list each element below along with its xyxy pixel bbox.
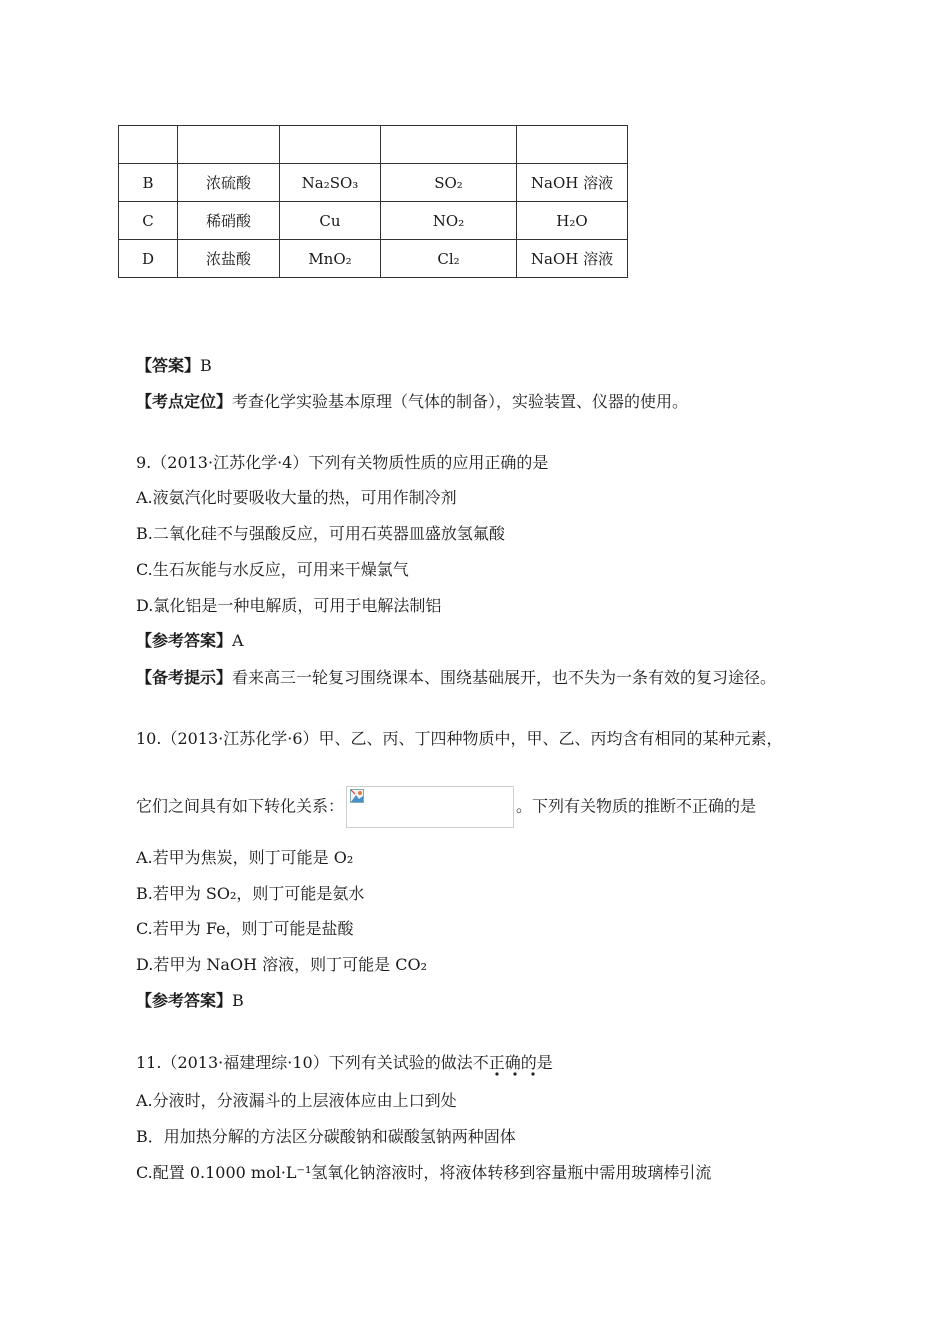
table-cell: C [119,202,178,240]
table-cell: MnO₂ [280,240,381,278]
ref-value: B [232,991,244,1010]
emphasis-dots [490,1070,550,1078]
q9-stem: 9.（2013·江苏化学·4）下列有关物质性质的应用正确的是 [136,453,549,472]
broken-image-icon [350,789,364,803]
table-row [119,202,628,240]
q10-ref-answer [136,990,244,1012]
tip-text: 看来高三一轮复习围绕课本、围绕基础展开，也不失为一条有效的复习途径。 [232,668,777,687]
point-text: 考查化学实验基本原理（气体的制备），实验装置、仪器的使用。 [232,392,689,411]
table-cell: Na₂SO₃ [280,164,381,202]
q8-answer [136,355,212,377]
table-cell: H₂O [517,202,628,240]
table-cell: NaOH 溶液 [517,164,628,202]
stem-text-before: 它们之间具有如下转化关系： [136,796,345,816]
q10-option-b: B.若甲为 SO₂，则丁可能是氨水 [136,884,365,903]
q9-option-d: D.氯化铝是一种电解质，可用于电解法制铝 [136,596,442,615]
table-row [119,126,628,164]
answer-value: B [200,356,212,375]
q9-option-c: C.生石灰能与水反应，可用来干燥氯气 [136,560,409,579]
q10-option-c: C.若甲为 Fe，则丁可能是盐酸 [136,919,354,938]
q11-stem: 11.（2013·福建理综·10）下列有关试验的做法不正确的是 [136,1053,553,1072]
q10-stem-line2 [136,786,756,828]
q9-tip [136,667,776,689]
table-cell [280,126,381,164]
q11-option-c: C.配置 0.1000 mol·L⁻¹氢氧化钠溶液时，将液体转移到容量瓶中需用玻璃棒引流 [136,1163,712,1182]
table-cell [381,126,517,164]
q9-option-a: A.液氨汽化时要吸收大量的热，可用作制冷剂 [136,488,457,507]
table-cell: D [119,240,178,278]
answer-label: 【答案】 [136,356,201,375]
q8-point [136,391,688,413]
table-cell: 稀硝酸 [178,202,280,240]
q9-option-b: B.二氧化硅不与强酸反应，可用石英器皿盛放氢氟酸 [136,524,505,543]
table-cell [178,126,280,164]
table-cell [119,126,178,164]
q10-stem-line1: 10.（2013·江苏化学·6）甲、乙、丙、丁四种物质中，甲、乙、丙均含有相同的某种元素， [136,729,783,748]
stem-text-after: 。下列有关物质的推断不正确的是 [516,796,757,816]
table-cell: Cu [280,202,381,240]
q11-option-a: A.分液时，分液漏斗的上层液体应由上口到处 [136,1091,457,1110]
table-cell: B [119,164,178,202]
table-cell: NO₂ [381,202,517,240]
table-cell: NaOH 溶液 [517,240,628,278]
q10-option-a: A.若甲为焦炭，则丁可能是 O₂ [136,848,354,867]
table-cell: 浓硫酸 [178,164,280,202]
table-cell: SO₂ [381,164,517,202]
table-row [119,164,628,202]
ref-label: 【参考答案】 [136,991,233,1010]
table-cell: Cl₂ [381,240,517,278]
tip-label: 【备考提示】 [136,668,233,687]
table-cell: 浓盐酸 [178,240,280,278]
table-cell [517,126,628,164]
q9-ref-answer [136,630,244,652]
table-row [119,240,628,278]
broken-image-placeholder [346,786,514,828]
ref-label: 【参考答案】 [136,631,233,650]
reagent-table [118,125,628,278]
q11-option-b: B．用加热分解的方法区分碳酸钠和碳酸氢钠两种固体 [136,1127,516,1146]
q10-option-d: D.若甲为 NaOH 溶液，则丁可能是 CO₂ [136,955,427,974]
point-label: 【考点定位】 [136,392,233,411]
ref-value: A [232,631,244,650]
